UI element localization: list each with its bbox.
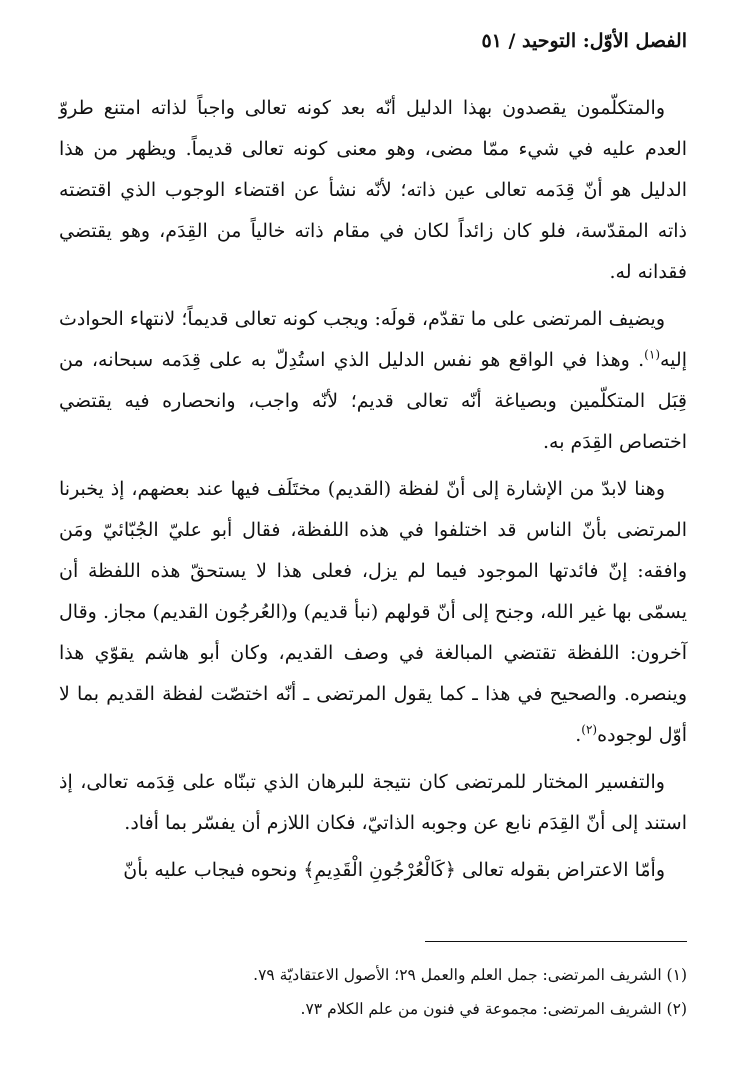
paragraph-3	[59, 469, 687, 756]
paragraph-3-text-after: .	[575, 724, 582, 746]
paragraph-2-text-before: ويضيف المرتضى على ما تقدّم، قولَه: ويجب كونه تعالى قديماً؛ لانتهاء الحوادث إليه	[59, 308, 687, 371]
paragraph-3-text-before: وهنا لابدّ من الإشارة إلى أنّ لفظة (القديم) مختَلَف فيها عند بعضهم، إذ يخبرنا المرتضى بأنّ الناس قد اختلفوا في هذه اللفظة، فقال أبو عليّ الجُبّائيّ ومَن وافقه: إنّ فائدتها الموجود فيما لم يزل، فعلى هذا لا يستحقّ هذه اللفظة أن يسمّى بها غير الله، وجنح إلى أنّ قولهم (نبأ قديم) و(العُرجُون القديم) مجاز. وقال آخرون: اللفظة تقتضي المبالغة في وصف القديم، وكان أبو هاشم يقوّي هذا وينصره. والصحيح في هذا ـ كما يقول المرتضى ـ أنّه اختصّت لفظة القديم بما لا أوّل لوجوده	[59, 478, 687, 746]
paragraph-4: والتفسير المختار للمرتضى كان نتيجة للبرهان الذي تبنّاه على قِدَمه تعالى، إذ استند إلى أنّ القِدَم نابع عن وجوبه الذاتيّ، فكان اللازم أن يفسّر بما أفاد.	[59, 771, 687, 834]
footnote-marker-1: (١)	[644, 347, 660, 362]
paragraph-2-text-after: . وهذا في الواقع هو نفس الدليل الذي استُدِلّ به على قِدَمه سبحانه، من قِبَل المتكلّمين وبصياغة أنّه تعالى قديم؛ لأنّه واجب، وانحصاره فيه يقتضي اختصاص القِدَم به.	[59, 349, 687, 453]
footnote-2: (٢) الشريف المرتضى: مجموعة في فنون من علم الكلام ٧٣.	[300, 1000, 687, 1018]
footnote-1: (١) الشريف المرتضى: جمل العلم والعمل ٢٩؛ الأصول الاعتقاديّة ٧٩.	[253, 966, 687, 984]
main-text	[59, 88, 687, 897]
paragraph-5: وأمّا الاعتراض بقوله تعالى ﴿كَالْعُرْجُونِ الْقَدِيمِ﴾ ونحوه فيجاب عليه بأنّ	[123, 859, 665, 881]
footnote-marker-2: (٢)	[581, 722, 598, 737]
footnotes	[59, 958, 687, 1026]
paragraph-1: والمتكلّمون يقصدون بهذا الدليل أنّه بعد كونه تعالى واجباً لذاته امتنع طروّ العدم عليه في شيء ممّا مضى، وهو معنى كونه تعالى قديماً. ويظهر من هذا الدليل هو أنّ قِدَمه تعالى عين ذاته؛ لأنّه نشأ عن اقتضاء الوجوب الذي اقتضته ذاته المقدّسة، فلو كان زائداً لكان في مقام ذاته خالياً من القِدَم، وهو يقتضي فقدانه له.	[59, 97, 687, 283]
footnote-separator	[425, 941, 687, 942]
running-header: الفصل الأوّل: التوحيد / ٥١	[481, 30, 687, 52]
paragraph-2	[59, 299, 687, 463]
